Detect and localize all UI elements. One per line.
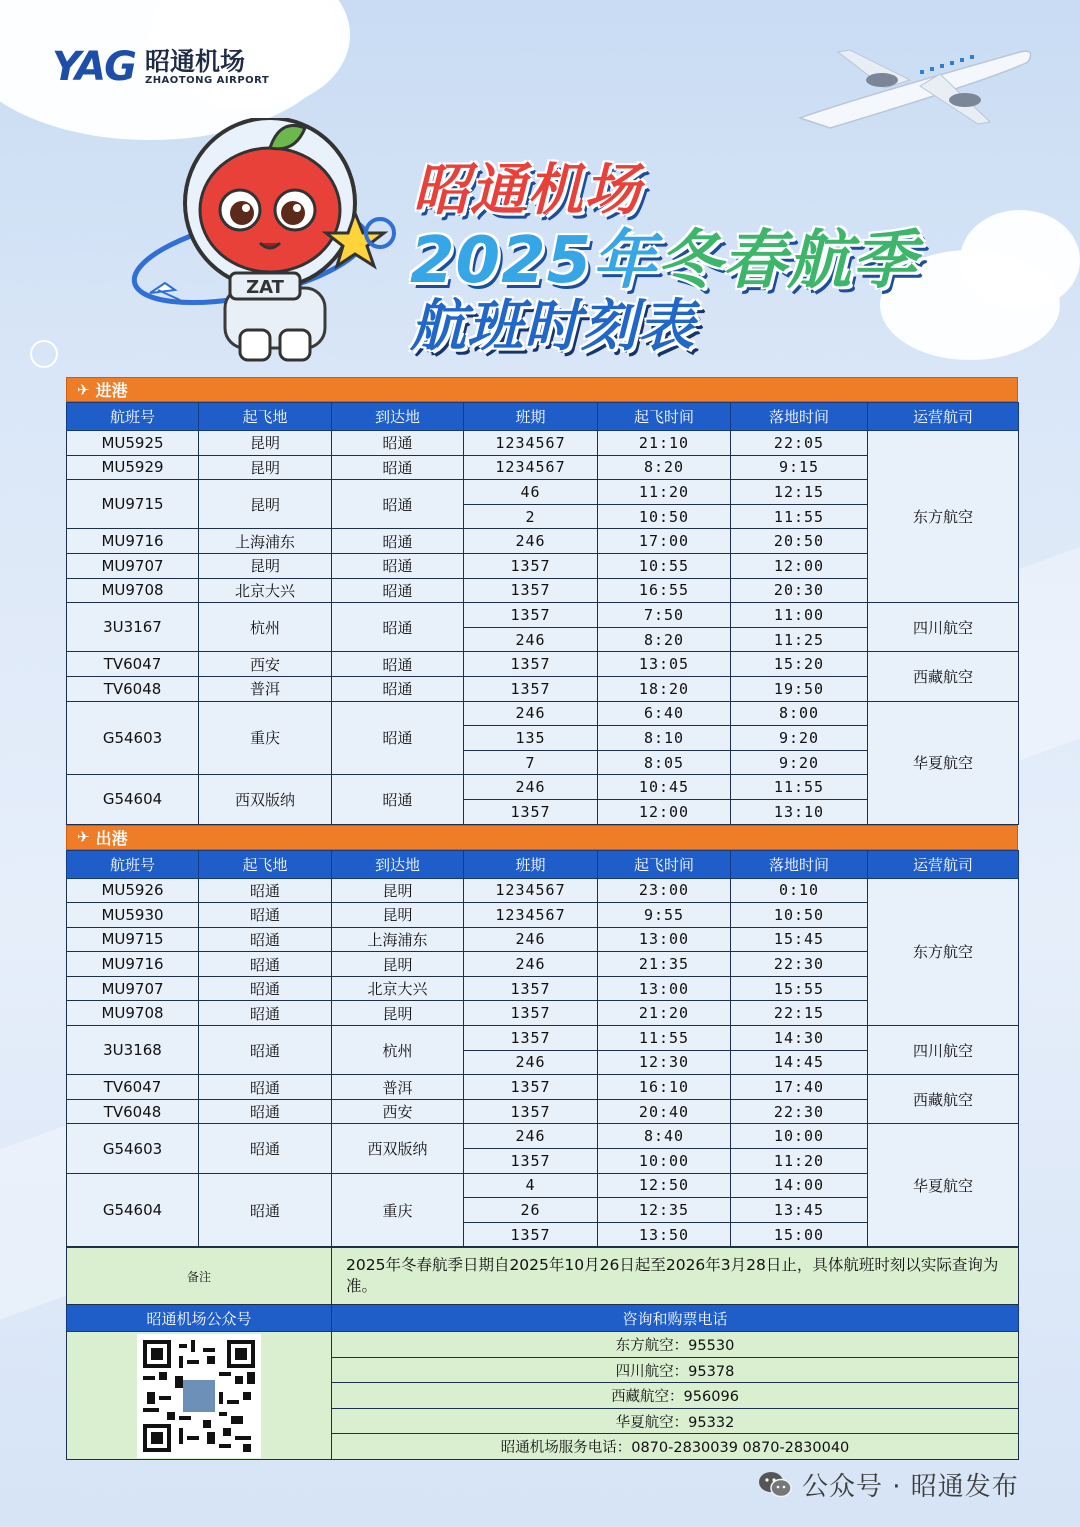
column-header: 起飞时间: [598, 403, 731, 431]
table-cell: 昆明: [332, 1001, 464, 1026]
table-cell: 12:15: [731, 480, 868, 505]
table-cell: 13:10: [731, 799, 868, 824]
table-cell: 13:00: [598, 976, 731, 1001]
table-cell: 135: [464, 726, 598, 751]
table-cell: 7:50: [598, 603, 731, 628]
table-cell: 西安: [332, 1099, 464, 1124]
table-cell: 昭通: [332, 455, 464, 480]
table-cell: MU9708: [67, 578, 199, 603]
table-cell: 246: [464, 1050, 598, 1075]
table-cell: MU5930: [67, 903, 199, 928]
table-cell: 杭州: [332, 1026, 464, 1075]
table-cell: 10:45: [598, 775, 731, 800]
table-cell: 昭通: [332, 603, 464, 652]
table-cell: 13:00: [598, 927, 731, 952]
wechat-watermark: [758, 1466, 1019, 1503]
table-cell: 昆明: [199, 480, 332, 529]
table-cell: 11:00: [731, 603, 868, 628]
departures-table: [66, 850, 1019, 1248]
airline-cell: 西藏航空: [868, 652, 1019, 701]
table-cell: 昭通: [199, 1001, 332, 1026]
table-cell: 普洱: [332, 1075, 464, 1100]
table-cell: MU9715: [67, 480, 199, 529]
table-cell: 8:40: [598, 1124, 731, 1149]
title-line-3: 航班时刻表: [410, 294, 695, 359]
table-cell: MU9715: [67, 927, 199, 952]
arrivals-label: 进港: [95, 381, 128, 400]
table-cell: 11:20: [731, 1149, 868, 1174]
table-cell: 13:50: [598, 1222, 731, 1247]
table-cell: 22:15: [731, 1001, 868, 1026]
table-cell: 昭通: [332, 652, 464, 677]
table-cell: 北京大兴: [199, 578, 332, 603]
table-row: [67, 603, 1019, 628]
contact-huaxia: 华夏航空：95332: [332, 1408, 1019, 1434]
mascot-badge: ZAT: [246, 277, 284, 298]
airline-cell: 四川航空: [868, 603, 1019, 652]
table-cell: 13:05: [598, 652, 731, 677]
table-cell: 21:20: [598, 1001, 731, 1026]
table-cell: 昭通: [199, 1026, 332, 1075]
table-cell: 1357: [464, 603, 598, 628]
schedule-sheet: [66, 377, 1018, 1460]
table-cell: 昆明: [332, 952, 464, 977]
column-header: 运营航司: [868, 850, 1019, 878]
table-cell: 昭通: [332, 578, 464, 603]
qr-code-icon[interactable]: [137, 1334, 261, 1458]
table-cell: 10:00: [731, 1124, 868, 1149]
table-cell: 9:15: [731, 455, 868, 480]
table-cell: 10:55: [598, 553, 731, 578]
table-cell: 12:50: [598, 1173, 731, 1198]
table-cell: 1357: [464, 578, 598, 603]
note-label: 备注: [67, 1248, 332, 1305]
table-cell: 昆明: [199, 553, 332, 578]
table-cell: 20:30: [731, 578, 868, 603]
contact-header-row: [67, 1305, 1019, 1332]
column-header: 到达地: [332, 850, 464, 878]
table-cell: 15:45: [731, 927, 868, 952]
table-cell: 246: [464, 952, 598, 977]
table-cell: 昭通: [199, 1075, 332, 1100]
footer-table: [66, 1247, 1019, 1460]
table-cell: 昭通: [332, 775, 464, 824]
table-row: [67, 1124, 1019, 1149]
column-header: 航班号: [67, 850, 199, 878]
table-cell: 重庆: [199, 701, 332, 775]
table-cell: 昭通: [199, 903, 332, 928]
table-cell: 11:20: [598, 480, 731, 505]
table-cell: 16:10: [598, 1075, 731, 1100]
table-cell: 21:10: [598, 431, 731, 456]
table-cell: 13:45: [731, 1198, 868, 1223]
table-cell: 21:35: [598, 952, 731, 977]
column-header: 起飞时间: [598, 850, 731, 878]
table-cell: 246: [464, 775, 598, 800]
arrivals-section-header: [66, 377, 1018, 402]
column-header: 班期: [464, 850, 598, 878]
table-cell: 246: [464, 927, 598, 952]
table-row: [67, 652, 1019, 677]
table-cell: 昆明: [199, 431, 332, 456]
table-cell: 14:00: [731, 1173, 868, 1198]
table-cell: 3U3168: [67, 1026, 199, 1075]
table-cell: 1234567: [464, 431, 598, 456]
note-row: [67, 1248, 1019, 1305]
table-cell: 昭通: [199, 878, 332, 903]
arrivals-column-headers: [67, 403, 1019, 431]
table-cell: 昭通: [332, 701, 464, 775]
table-cell: 西安: [199, 652, 332, 677]
table-cell: 22:30: [731, 952, 868, 977]
table-cell: 0:10: [731, 878, 868, 903]
column-header: 起飞地: [199, 850, 332, 878]
title-line-2: 2025年冬春航季: [410, 224, 918, 298]
table-cell: 1234567: [464, 455, 598, 480]
table-cell: 8:05: [598, 750, 731, 775]
table-cell: G54603: [67, 701, 199, 775]
column-header: 班期: [464, 403, 598, 431]
table-cell: 1357: [464, 553, 598, 578]
table-cell: 昭通: [332, 431, 464, 456]
table-cell: 1357: [464, 1001, 598, 1026]
apple-astronaut-mascot: [130, 118, 420, 368]
table-row: [67, 878, 1019, 903]
table-cell: 20:40: [598, 1099, 731, 1124]
table-row: [67, 1075, 1019, 1100]
qr-code-cell: [67, 1332, 332, 1460]
table-cell: 3U3167: [67, 603, 199, 652]
table-cell: 12:00: [598, 799, 731, 824]
table-row: [67, 1026, 1019, 1051]
table-cell: 11:55: [731, 504, 868, 529]
logo-name-en: ZHAOTONG AIRPORT: [144, 75, 270, 87]
watermark-text: 公众号 · 昭通发布: [802, 1472, 1019, 1502]
table-cell: 昆明: [199, 455, 332, 480]
table-cell: 昭通: [332, 553, 464, 578]
column-header: 起飞地: [199, 403, 332, 431]
table-cell: 西双版纳: [332, 1124, 464, 1173]
table-cell: 10:50: [598, 504, 731, 529]
table-cell: 14:45: [731, 1050, 868, 1075]
table-cell: 17:00: [598, 529, 731, 554]
table-cell: 1357: [464, 652, 598, 677]
table-cell: 昭通: [332, 480, 464, 529]
table-cell: MU9707: [67, 976, 199, 1001]
table-cell: TV6048: [67, 1099, 199, 1124]
table-cell: TV6048: [67, 676, 199, 701]
title-line-1: 昭通机场: [413, 158, 641, 223]
table-cell: 上海浦东: [332, 927, 464, 952]
bubble-icon: [30, 340, 58, 368]
table-cell: 246: [464, 1124, 598, 1149]
contact-row: [67, 1332, 1019, 1358]
table-cell: 14:30: [731, 1026, 868, 1051]
table-cell: 1357: [464, 1099, 598, 1124]
wechat-label: 昭通机场公众号: [67, 1305, 332, 1332]
takeoff-plane-icon: ✈: [77, 828, 90, 846]
table-cell: 12:30: [598, 1050, 731, 1075]
table-cell: MU9707: [67, 553, 199, 578]
table-cell: G54604: [67, 775, 199, 824]
table-cell: 8:00: [731, 701, 868, 726]
table-cell: 12:00: [731, 553, 868, 578]
table-cell: 7: [464, 750, 598, 775]
table-cell: 昆明: [332, 878, 464, 903]
table-cell: 15:20: [731, 652, 868, 677]
table-cell: 1357: [464, 1026, 598, 1051]
table-cell: 10:00: [598, 1149, 731, 1174]
table-cell: MU9708: [67, 1001, 199, 1026]
table-cell: 8:20: [598, 455, 731, 480]
column-header: 落地时间: [731, 850, 868, 878]
table-cell: 2: [464, 504, 598, 529]
table-cell: TV6047: [67, 652, 199, 677]
table-cell: MU5926: [67, 878, 199, 903]
table-cell: 昭通: [332, 676, 464, 701]
table-cell: MU5925: [67, 431, 199, 456]
table-cell: 11:55: [598, 1026, 731, 1051]
table-cell: 1357: [464, 1222, 598, 1247]
departures-label: 出港: [95, 828, 128, 848]
table-cell: 10:50: [731, 903, 868, 928]
table-cell: 246: [464, 529, 598, 554]
note-text: 2025年冬春航季日期自2025年10月26日起至2026年3月28日止，具体航班时刻以实际查询为准。: [332, 1248, 1019, 1305]
table-cell: 246: [464, 627, 598, 652]
departures-section-header: [66, 825, 1018, 850]
table-cell: 昆明: [332, 903, 464, 928]
table-cell: 19:50: [731, 676, 868, 701]
table-cell: G54604: [67, 1173, 199, 1247]
airline-cell: 东方航空: [868, 431, 1019, 603]
contact-sichuan: 四川航空：95378: [332, 1357, 1019, 1383]
table-cell: TV6047: [67, 1075, 199, 1100]
table-cell: 26: [464, 1198, 598, 1223]
logo-mark: YAG: [52, 44, 135, 90]
table-cell: 1357: [464, 676, 598, 701]
table-cell: 22:05: [731, 431, 868, 456]
table-cell: 西双版纳: [199, 775, 332, 824]
table-cell: 普洱: [199, 676, 332, 701]
airline-cell: 东方航空: [868, 878, 1019, 1026]
table-cell: MU9716: [67, 952, 199, 977]
airline-cell: 西藏航空: [868, 1075, 1019, 1124]
table-cell: 昭通: [199, 1173, 332, 1247]
table-cell: 1357: [464, 799, 598, 824]
table-cell: 46: [464, 480, 598, 505]
table-cell: 9:20: [731, 750, 868, 775]
table-cell: 4: [464, 1173, 598, 1198]
table-cell: 1357: [464, 976, 598, 1001]
contact-tibet: 西藏航空：956096: [332, 1383, 1019, 1409]
table-cell: MU5929: [67, 455, 199, 480]
table-cell: 15:00: [731, 1222, 868, 1247]
table-cell: 8:10: [598, 726, 731, 751]
wechat-icon: [758, 1471, 792, 1499]
airline-cell: 四川航空: [868, 1026, 1019, 1075]
table-cell: 9:20: [731, 726, 868, 751]
table-cell: 昭通: [332, 529, 464, 554]
airline-cell: 华夏航空: [868, 701, 1019, 824]
table-cell: 18:20: [598, 676, 731, 701]
departures-column-headers: [67, 850, 1019, 878]
cloud-right-2: [960, 210, 1080, 310]
airport-logo: [52, 44, 269, 90]
table-cell: 上海浦东: [199, 529, 332, 554]
table-cell: 北京大兴: [332, 976, 464, 1001]
table-cell: 8:20: [598, 627, 731, 652]
table-cell: 昭通: [199, 952, 332, 977]
table-row: [67, 701, 1019, 726]
airline-cell: 华夏航空: [868, 1124, 1019, 1247]
table-cell: 15:55: [731, 976, 868, 1001]
airplane-icon: [790, 40, 1040, 130]
table-cell: MU9716: [67, 529, 199, 554]
table-cell: 1357: [464, 1149, 598, 1174]
table-cell: 11:55: [731, 775, 868, 800]
table-cell: 昭通: [199, 976, 332, 1001]
table-cell: 11:25: [731, 627, 868, 652]
table-cell: 昭通: [199, 1124, 332, 1173]
table-cell: 16:55: [598, 578, 731, 603]
contact-label: 咨询和购票电话: [332, 1305, 1019, 1332]
column-header: 到达地: [332, 403, 464, 431]
table-cell: G54603: [67, 1124, 199, 1173]
logo-name-cn: 昭通机场: [144, 46, 245, 76]
column-header: 航班号: [67, 403, 199, 431]
table-cell: 17:40: [731, 1075, 868, 1100]
table-cell: 1234567: [464, 878, 598, 903]
column-header: 运营航司: [868, 403, 1019, 431]
table-cell: 12:35: [598, 1198, 731, 1223]
table-cell: 9:55: [598, 903, 731, 928]
table-cell: 杭州: [199, 603, 332, 652]
table-cell: 1234567: [464, 903, 598, 928]
table-row: [67, 431, 1019, 456]
landing-plane-icon: ✈: [77, 380, 90, 399]
table-cell: 6:40: [598, 701, 731, 726]
table-cell: 23:00: [598, 878, 731, 903]
table-cell: 246: [464, 701, 598, 726]
table-cell: 昭通: [199, 927, 332, 952]
service-phone: 昭通机场服务电话：0870-2830039 0870-2830040: [332, 1434, 1019, 1460]
table-cell: 昭通: [199, 1099, 332, 1124]
table-cell: 重庆: [332, 1173, 464, 1247]
column-header: 落地时间: [731, 403, 868, 431]
table-cell: 22:30: [731, 1099, 868, 1124]
contact-eastern: 东方航空：95530: [332, 1332, 1019, 1358]
table-cell: 1357: [464, 1075, 598, 1100]
table-cell: 20:50: [731, 529, 868, 554]
arrivals-table: [66, 402, 1019, 825]
